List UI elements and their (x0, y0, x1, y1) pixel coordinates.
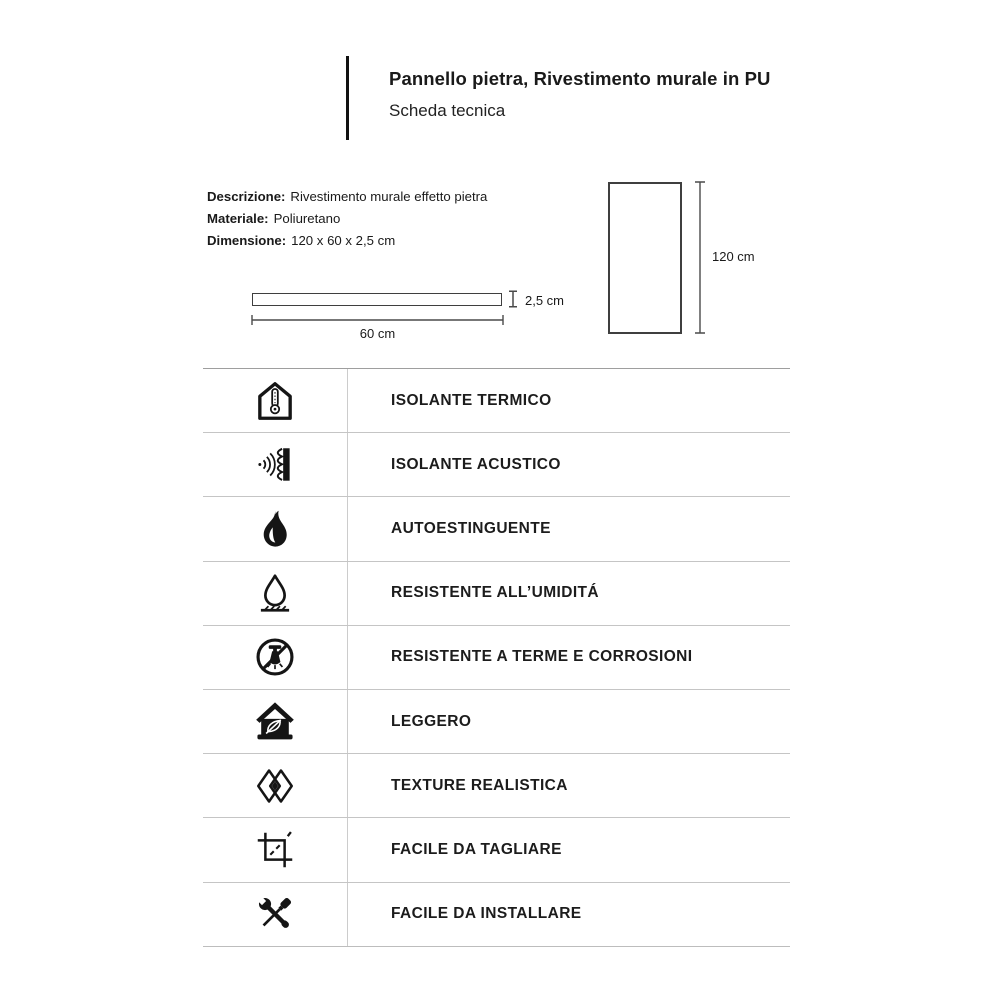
feature-icon-cell (203, 497, 348, 560)
feature-label: ISOLANTE ACUSTICO (391, 455, 561, 473)
feature-label: RESISTENTE A TERME E CORROSIONI (391, 648, 693, 666)
spec-value: Poliuretano (273, 211, 341, 226)
width-dimension-line-icon (251, 314, 504, 326)
feature-row-cut (203, 817, 790, 881)
feature-row-termites (203, 625, 790, 689)
feature-label-cell (348, 883, 790, 946)
diamonds-texture-icon (252, 763, 298, 809)
flame-icon (252, 506, 298, 552)
feature-label-cell (348, 754, 790, 817)
feature-label-cell (348, 562, 790, 625)
feature-label: FACILE DA INSTALLARE (391, 905, 582, 923)
feature-row-fire (203, 496, 790, 560)
feature-label-cell (348, 497, 790, 560)
thickness-label: 2,5 cm (525, 293, 565, 308)
panel-front-view-rect (608, 182, 682, 334)
feature-icon-cell (203, 626, 348, 689)
spec-value: 120 x 60 x 2,5 cm (291, 233, 396, 248)
spec-row-description (207, 186, 487, 208)
thickness-dimension-marker-icon (508, 290, 518, 308)
spec-label: Dimensione: (207, 233, 287, 248)
feature-row-texture (203, 753, 790, 817)
feature-label: RESISTENTE ALL’UMIDITÁ (391, 584, 600, 602)
feature-icon-cell (203, 690, 348, 753)
feature-icon-cell (203, 369, 348, 432)
feature-label: TEXTURE REALISTICA (391, 776, 568, 794)
feature-row-humidity (203, 561, 790, 625)
title-divider-bar (346, 56, 349, 140)
spec-value: Rivestimento murale effetto pietra (290, 189, 488, 204)
features-table (203, 368, 790, 947)
height-label: 120 cm (712, 249, 755, 264)
no-termites-icon (252, 634, 298, 680)
spec-label: Materiale: (207, 211, 269, 226)
house-thermometer-icon (252, 378, 298, 424)
feature-row-install (203, 882, 790, 946)
feature-row-light (203, 689, 790, 753)
feature-icon-cell (203, 818, 348, 881)
feature-icon-cell (203, 754, 348, 817)
feature-label-cell (348, 433, 790, 496)
feature-label: ISOLANTE TERMICO (391, 391, 552, 409)
feature-label: LEGGERO (391, 712, 472, 730)
feature-label: FACILE DA TAGLIARE (391, 840, 562, 858)
specs-block (207, 186, 487, 252)
feature-label-cell (348, 369, 790, 432)
feature-row-thermal (203, 369, 790, 432)
feature-icon-cell (203, 562, 348, 625)
feature-label-cell (348, 818, 790, 881)
feature-icon-cell (203, 433, 348, 496)
page-subtitle: Scheda tecnica (389, 101, 506, 120)
spec-row-dimension (207, 230, 487, 252)
crop-cut-icon (252, 827, 298, 873)
spec-label: Descrizione: (207, 189, 286, 204)
crossed-tools-icon (252, 891, 298, 937)
feature-label-cell (348, 690, 790, 753)
page-title: Pannello pietra, Rivestimento murale in PU (389, 68, 771, 89)
house-feather-icon (252, 699, 298, 745)
width-label: 60 cm (359, 326, 396, 341)
panel-side-view-rect (252, 293, 502, 306)
sound-waves-panel-icon (252, 442, 298, 488)
feature-label-cell (348, 626, 790, 689)
feature-label: AUTOESTINGUENTE (391, 519, 551, 537)
spec-row-material (207, 208, 487, 230)
feature-icon-cell (203, 883, 348, 946)
feature-row-acoustic (203, 432, 790, 496)
height-dimension-line-icon (694, 181, 706, 334)
water-drop-icon (252, 570, 298, 616)
